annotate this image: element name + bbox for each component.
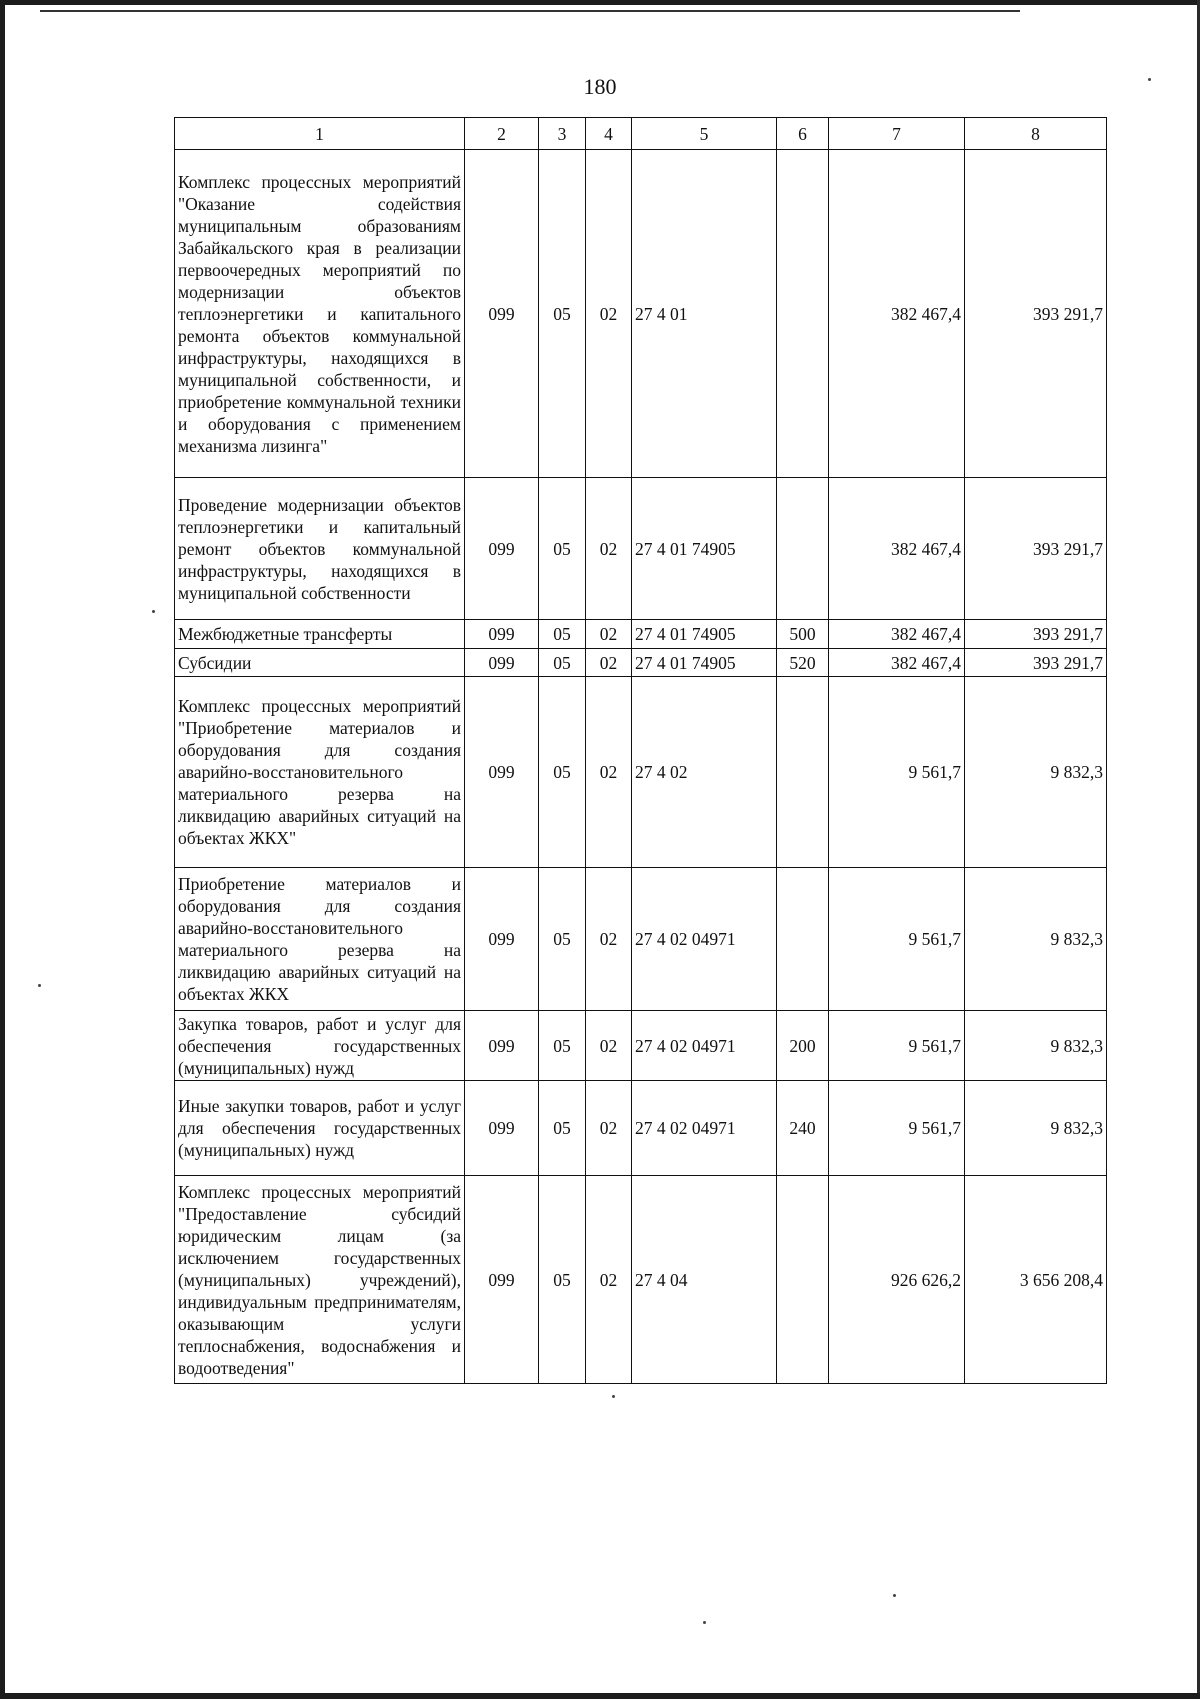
cell-amount-2: 393 291,7 [965, 620, 1107, 649]
cell-section: 05 [539, 1176, 586, 1384]
cell-expense-type [777, 677, 829, 868]
table-row [175, 1176, 1107, 1384]
cell-subsection: 02 [586, 1011, 632, 1081]
cell-ministry: 099 [465, 649, 539, 677]
cell-target-code: 27 4 01 74905 [632, 620, 777, 649]
cell-expense-type: 500 [777, 620, 829, 649]
cell-amount-2: 9 832,3 [965, 1081, 1107, 1176]
cell-section: 05 [539, 1081, 586, 1176]
scan-edge-top [0, 0, 1200, 5]
row-name: Иные закупки товаров, работ и услуг для обеспечения государственных (муниципальных) нужд [175, 1081, 465, 1176]
cell-target-code: 27 4 02 04971 [632, 1081, 777, 1176]
header-cell: 2 [465, 118, 539, 150]
cell-ministry: 099 [465, 677, 539, 868]
cell-amount-1: 382 467,4 [829, 620, 965, 649]
scan-speck [1148, 78, 1151, 81]
cell-subsection: 02 [586, 150, 632, 478]
cell-target-code: 27 4 01 74905 [632, 478, 777, 620]
scan-edge-bottom [0, 1693, 1200, 1699]
cell-target-code: 27 4 02 04971 [632, 868, 777, 1011]
cell-subsection: 02 [586, 620, 632, 649]
cell-section: 05 [539, 620, 586, 649]
cell-expense-type [777, 868, 829, 1011]
row-name: Комплекс процессных мероприятий "Приобретение материалов и оборудования для создания аварийно-восстановительного материального резерва на ликвидацию аварийных ситуаций на объектах ЖКХ" [175, 677, 465, 868]
header-cell: 7 [829, 118, 965, 150]
cell-amount-1: 9 561,7 [829, 1011, 965, 1081]
cell-amount-1: 9 561,7 [829, 868, 965, 1011]
table-row [175, 620, 1107, 649]
cell-target-code: 27 4 02 04971 [632, 1011, 777, 1081]
cell-amount-1: 9 561,7 [829, 1081, 965, 1176]
cell-target-code: 27 4 01 [632, 150, 777, 478]
cell-expense-type: 200 [777, 1011, 829, 1081]
table-row [175, 478, 1107, 620]
cell-amount-2: 9 832,3 [965, 677, 1107, 868]
cell-amount-1: 926 626,2 [829, 1176, 965, 1384]
cell-section: 05 [539, 1011, 586, 1081]
row-name: Комплекс процессных мероприятий "Оказание содействия муниципальным образованиям Забайкальского края в реализации первоочередных мероприятий по модернизации объектов теплоэнергетики и капитального ремонта объектов коммунальной инфраструктуры, находящихся в муниципальной собственности, и приобретение коммунальной техники и оборудования с применением механизма лизинга" [175, 150, 465, 478]
table-row [175, 677, 1107, 868]
cell-section: 05 [539, 150, 586, 478]
header-cell: 1 [175, 118, 465, 150]
row-name: Субсидии [175, 649, 465, 677]
cell-target-code: 27 4 01 74905 [632, 649, 777, 677]
cell-ministry: 099 [465, 478, 539, 620]
cell-target-code: 27 4 04 [632, 1176, 777, 1384]
header-cell: 5 [632, 118, 777, 150]
cell-amount-2: 393 291,7 [965, 150, 1107, 478]
header-cell: 8 [965, 118, 1107, 150]
scan-speck [703, 1621, 706, 1624]
cell-subsection: 02 [586, 1176, 632, 1384]
cell-expense-type: 520 [777, 649, 829, 677]
cell-subsection: 02 [586, 868, 632, 1011]
cell-amount-2: 3 656 208,4 [965, 1176, 1107, 1384]
cell-expense-type [777, 150, 829, 478]
header-row [175, 118, 1107, 150]
header-cell: 3 [539, 118, 586, 150]
cell-ministry: 099 [465, 620, 539, 649]
cell-expense-type: 240 [777, 1081, 829, 1176]
cell-ministry: 099 [465, 1081, 539, 1176]
cell-subsection: 02 [586, 478, 632, 620]
scan-speck [893, 1594, 896, 1597]
page-number: 180 [583, 74, 617, 99]
cell-subsection: 02 [586, 649, 632, 677]
cell-amount-2: 9 832,3 [965, 1011, 1107, 1081]
cell-subsection: 02 [586, 677, 632, 868]
row-name: Проведение модернизации объектов теплоэнергетики и капитальный ремонт объектов коммунальной инфраструктуры, находящихся в муниципальной собственности [175, 478, 465, 620]
cell-ministry: 099 [465, 868, 539, 1011]
cell-amount-2: 9 832,3 [965, 868, 1107, 1011]
row-name: Комплекс процессных мероприятий "Предоставление субсидий юридическим лицам (за исключением государственных (муниципальных) учреждений), индивидуальным предпринимателям, оказывающим услуги теплоснабжения, водоснабжения и водоотведения" [175, 1176, 465, 1384]
cell-amount-1: 382 467,4 [829, 478, 965, 620]
scan-edge-line [40, 10, 1020, 12]
table-row [175, 868, 1107, 1011]
cell-expense-type [777, 478, 829, 620]
cell-subsection: 02 [586, 1081, 632, 1176]
cell-ministry: 099 [465, 1011, 539, 1081]
cell-expense-type [777, 1176, 829, 1384]
table-row [175, 150, 1107, 478]
table-row [175, 1011, 1107, 1081]
cell-ministry: 099 [465, 1176, 539, 1384]
cell-section: 05 [539, 478, 586, 620]
header-cell: 4 [586, 118, 632, 150]
table-row [175, 1081, 1107, 1176]
row-name: Закупка товаров, работ и услуг для обеспечения государственных (муниципальных) нужд [175, 1011, 465, 1081]
table-row [175, 649, 1107, 677]
cell-ministry: 099 [465, 150, 539, 478]
row-name: Межбюджетные трансферты [175, 620, 465, 649]
header-cell: 6 [777, 118, 829, 150]
cell-amount-2: 393 291,7 [965, 478, 1107, 620]
cell-amount-1: 382 467,4 [829, 649, 965, 677]
scan-speck [152, 610, 155, 613]
scan-speck [38, 984, 41, 987]
budget-table [174, 117, 1107, 1384]
row-name: Приобретение материалов и оборудования для создания аварийно-восстановительного материального резерва на ликвидацию аварийных ситуаций на объектах ЖКХ [175, 868, 465, 1011]
cell-section: 05 [539, 649, 586, 677]
cell-target-code: 27 4 02 [632, 677, 777, 868]
scan-speck [612, 1395, 615, 1398]
cell-amount-1: 9 561,7 [829, 677, 965, 868]
cell-amount-2: 393 291,7 [965, 649, 1107, 677]
cell-section: 05 [539, 868, 586, 1011]
cell-section: 05 [539, 677, 586, 868]
cell-amount-1: 382 467,4 [829, 150, 965, 478]
scan-edge-left [0, 0, 5, 1699]
